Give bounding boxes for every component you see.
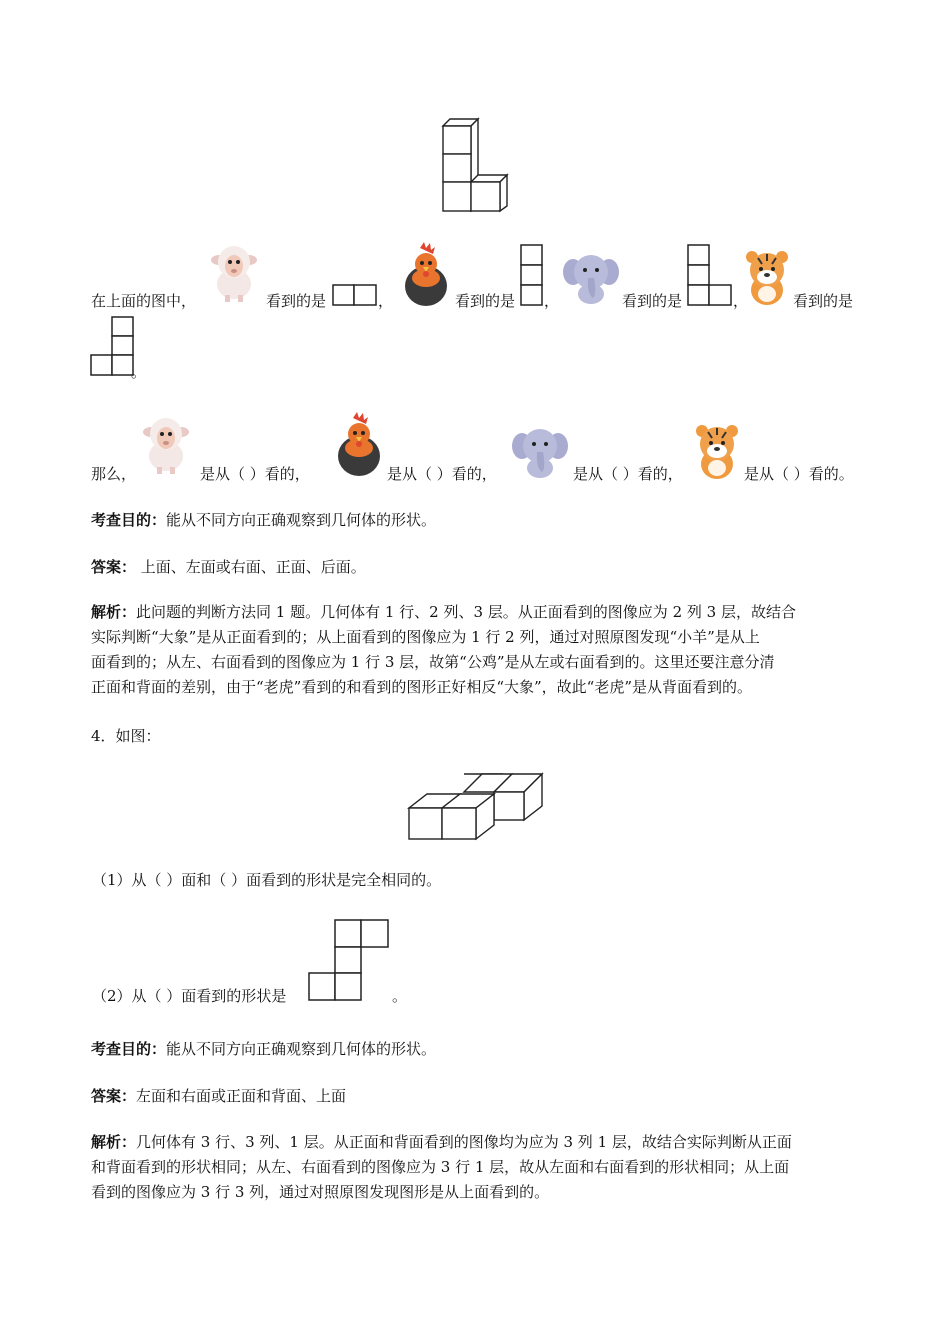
purpose-text: 能从不同方向正确观察到几何体的形状。 <box>166 1040 437 1058</box>
q4-part1 <box>92 870 441 890</box>
seen-label: 看到的是 <box>622 292 683 310</box>
analysis-line: 实际判断“大象”是从正面看到的；从上面看到的图像应为 1 行 2 列，通过对照原图发现“小羊”是从上 <box>91 628 760 646</box>
part2-prefix: （2）从（ ）面看到的形状是 <box>92 987 287 1005</box>
is-from-label: 是从（ ）看的， <box>200 465 310 483</box>
q4-stepped-solid-figure <box>406 770 546 842</box>
comma: ， <box>378 292 394 310</box>
seen-text-3 <box>622 291 682 311</box>
comma-2 <box>544 291 559 311</box>
view-front-l <box>687 244 733 308</box>
seen-text-4 <box>793 291 853 311</box>
elephant-icon <box>512 424 568 480</box>
purpose-label: 考查目的： <box>91 511 167 529</box>
period: 。 <box>392 987 408 1005</box>
elephant-icon <box>563 250 619 306</box>
q4-answer <box>91 1086 346 1106</box>
analysis-line: 和背面看到的形状相同；从左、右面看到的图像应为 3 行 1 层，故从左面和右面看到的形状相同；从上面 <box>91 1158 790 1176</box>
is-from-2 <box>387 464 497 484</box>
sheep-icon <box>140 412 192 474</box>
q4-analysis <box>91 1130 863 1205</box>
q3-analysis <box>91 600 863 700</box>
is-from-label: 是从（ ）看的。 <box>744 465 854 483</box>
l-shape-solid-figure <box>438 114 513 216</box>
rooster-icon <box>402 242 450 306</box>
seen-label: 看到的是 <box>455 292 516 310</box>
is-from-1 <box>200 464 310 484</box>
analysis-line: 看到的图像应为 3 行 3 列，通过对照原图发现图形是从上面看到的。 <box>91 1183 550 1201</box>
period: 。 <box>131 363 147 381</box>
analysis-line: 正面和背面的差别，由于“老虎”看到的和看到的图形正好相反“大象”，故此“老虎”是从背面看到的。 <box>91 678 753 696</box>
purpose-label: 考查目的： <box>91 1040 167 1058</box>
seen-text-1 <box>266 291 326 311</box>
intro-prefix: 在上面的图中， <box>91 292 197 310</box>
q3-answer <box>91 557 366 577</box>
answer-label: 答案： <box>91 1087 137 1105</box>
analysis-line: 此问题的判断方法同 1 题。几何体有 1 行、2 列、3 层。从正面看到的图像应为 2 列 3 层，故结合 <box>136 603 796 621</box>
seen-label: 看到的是 <box>793 292 854 310</box>
analysis-label: 解析： <box>91 603 137 621</box>
answer-text: 左面和右面或正面和背面、上面 <box>136 1087 347 1105</box>
period-1 <box>131 362 146 382</box>
q4-top-view-figure <box>308 918 392 1004</box>
comma-1 <box>378 291 393 311</box>
answer-label: 答案： <box>91 558 137 576</box>
analysis-line: 几何体有 3 行、3 列、1 层。从正面和背面看到的图像均为应为 3 列 1 层，故结合实际判断从正面 <box>136 1133 792 1151</box>
q4-purpose <box>91 1039 436 1059</box>
is-from-label: 是从（ ）看的， <box>387 465 497 483</box>
q3-purpose <box>91 510 436 530</box>
then-prefix <box>91 464 136 484</box>
comma: ， <box>733 292 749 310</box>
analysis-label: 解析： <box>91 1133 137 1151</box>
q4-part2 <box>92 986 286 1006</box>
tiger-icon <box>744 248 790 306</box>
then-label: 那么， <box>91 465 137 483</box>
is-from-4 <box>744 464 854 484</box>
view-side-3x1 <box>520 244 544 308</box>
analysis-line: 面看到的；从左、右面看到的图像应为 1 行 3 层，故第“公鸡”是从左或右面看到的。这里还要注意分清 <box>91 653 775 671</box>
sheep-icon <box>208 240 260 302</box>
is-from-label: 是从（ ）看的， <box>573 465 683 483</box>
q4-title <box>91 726 161 746</box>
seen-label: 看到的是 <box>266 292 327 310</box>
view-back-l <box>90 316 136 380</box>
question-title: 4．如图： <box>91 727 161 745</box>
answer-text: 上面、左面或右面、正面、后面。 <box>136 558 366 576</box>
tiger-icon <box>694 422 740 480</box>
comma: ， <box>544 292 560 310</box>
purpose-text: 能从不同方向正确观察到几何体的形状。 <box>166 511 437 529</box>
is-from-3 <box>573 464 683 484</box>
q4-part2-suffix <box>392 986 407 1006</box>
q3-intro-line <box>91 291 196 311</box>
part1-text: （1）从（ ）面和（ ）面看到的形状是完全相同的。 <box>92 871 442 889</box>
view-top-1x2 <box>332 284 378 306</box>
seen-text-2 <box>455 291 515 311</box>
rooster-icon <box>335 412 383 476</box>
